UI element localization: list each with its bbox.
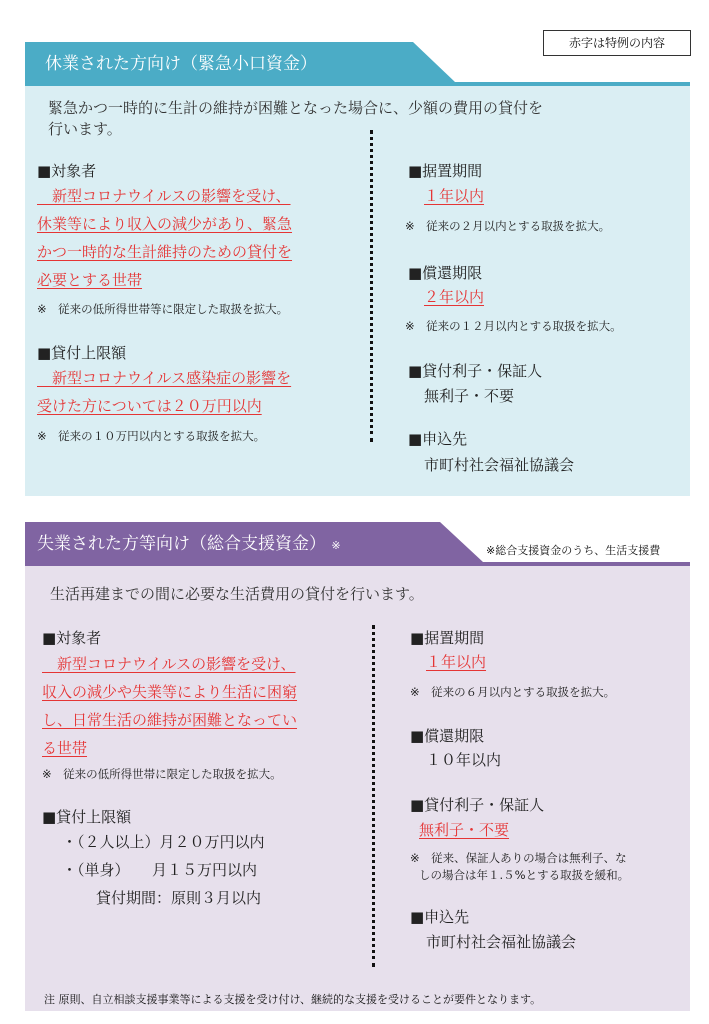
section1-divider	[370, 130, 373, 442]
section2-title-mark: ※	[331, 539, 341, 552]
section1-target-red-1: 新型コロナウイルスの影響を受け、	[37, 187, 291, 205]
section2-panel	[25, 566, 690, 1011]
section2-interest-value: 無利子・不要	[419, 821, 510, 839]
section1-interest-value: 無利子・不要	[424, 387, 515, 405]
section2-footnote: 注 原則、自立相談支援事業等による支援を受け付け、継続的な支援を受けることが要件となります。	[44, 993, 542, 1006]
section1-title: 休業された方向け（緊急小口資金）	[45, 54, 317, 74]
section2-interest-note-2: しの場合は年１.５%とする取扱を緩和。	[419, 868, 630, 882]
section2-interest-note-1: ※ 従来、保証人ありの場合は無利子、な	[410, 851, 627, 865]
section1-target-heading: ■対象者	[37, 162, 97, 180]
section2-target-red-3: し、日常生活の維持が困難となってい	[42, 711, 298, 729]
section2-deferral-note: ※ 従来の６月以内とする取扱を拡大。	[410, 685, 616, 699]
section2-apply-value: 市町村社会福祉協議会	[426, 933, 577, 951]
section2-side-note: ※総合支援資金のうち、生活支援費	[486, 544, 661, 557]
section1-target-note: ※ 従来の低所得世帯等に限定した取扱を拡大。	[37, 302, 289, 316]
section2-title-text: 失業された方等向け（総合支援資金）	[37, 534, 326, 554]
section1-target-red-2: 休業等により収入の減少があり、緊急	[37, 215, 293, 233]
section2-limit-line3: 貸付期間：原則３月以内	[96, 889, 262, 907]
section1-repay-note: ※ 従来の１２月以内とする取扱を拡大。	[405, 319, 622, 333]
section2-intro: 生活再建までの間に必要な生活費用の貸付を行います。	[50, 585, 424, 603]
section1-deferral-heading: ■据置期間	[408, 162, 483, 180]
section2-target-red-1: 新型コロナウイルスの影響を受け、	[42, 655, 296, 673]
section2-target-heading: ■対象者	[42, 629, 102, 647]
section1-deferral-value: １年以内	[424, 187, 485, 205]
section1-apply-value: 市町村社会福祉協議会	[424, 456, 575, 474]
section2-title	[37, 522, 341, 566]
section1-repay-heading: ■償還期限	[408, 264, 483, 282]
section2-interest-heading: ■貸付利子・保証人	[410, 796, 545, 814]
section1-intro-line2: 行います。	[48, 120, 122, 138]
section2-target-red-2: 収入の減少や失業等により生活に困窮	[42, 683, 298, 701]
section1-target-red-4: 必要とする世帯	[37, 271, 143, 289]
section1-apply-heading: ■申込先	[408, 430, 468, 448]
section2-deferral-value: １年以内	[426, 653, 487, 671]
section2-repay-heading: ■償還期限	[410, 727, 485, 745]
section2-repay-value: １０年以内	[426, 751, 502, 769]
section1-limit-note: ※ 従来の１０万円以内とする取扱を拡大。	[37, 429, 266, 443]
section1-repay-value: ２年以内	[424, 288, 485, 306]
section1-interest-heading: ■貸付利子・保証人	[408, 362, 543, 380]
section2-divider	[372, 625, 375, 967]
section1-header	[25, 42, 690, 86]
section2-limit-line1: ・（２人以上）月２０万円以内	[62, 833, 265, 851]
section2-deferral-heading: ■据置期間	[410, 629, 485, 647]
section1-limit-red-1: 新型コロナウイルス感染症の影響を	[37, 369, 292, 387]
section2-apply-heading: ■申込先	[410, 908, 470, 926]
section1-limit-red-2: 受けた方については２０万円以内	[37, 397, 262, 415]
legend-box: 赤字は特例の内容	[543, 30, 691, 56]
section1-intro-line1: 緊急かつ一時的に生計の維持が困難となった場合に、少額の費用の貸付を	[48, 99, 544, 117]
section1-deferral-note: ※ 従来の２月以内とする取扱を拡大。	[405, 219, 611, 233]
section2-target-note: ※ 従来の低所得世帯に限定した取扱を拡大。	[42, 767, 282, 781]
section2-limit-heading: ■貸付上限額	[42, 808, 132, 826]
section2-target-red-4: る世帯	[42, 739, 88, 757]
section1-target-red-3: かつ一時的な生計維持のための貸付を	[37, 243, 293, 261]
section2-limit-line2: ・（単身） 月１５万円以内	[62, 861, 258, 879]
section1-limit-heading: ■貸付上限額	[37, 344, 127, 362]
